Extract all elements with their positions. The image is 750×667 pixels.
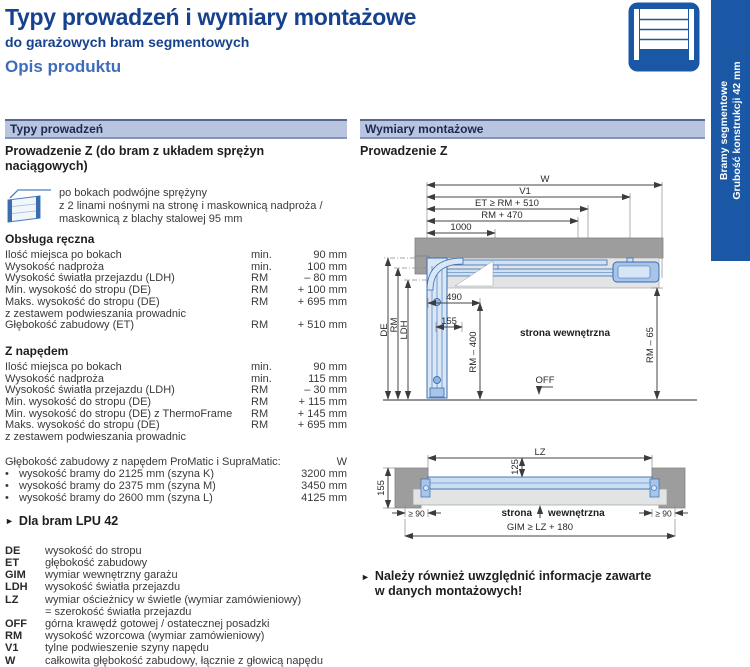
section-heading-opis-produktu: Opis produktu bbox=[5, 57, 122, 76]
spec-value: 100 mm bbox=[307, 260, 347, 273]
legend-desc: całkowita głębokość zabudowy, łącznie z głowicą napędu bbox=[45, 654, 324, 667]
spec-value: + 510 mm bbox=[297, 319, 347, 332]
roller-icon bbox=[434, 377, 441, 384]
legend-row bbox=[5, 630, 347, 642]
depth-header-row bbox=[5, 456, 347, 468]
intro-line3: maskownicą z blachy stalowej 95 mm bbox=[59, 213, 243, 225]
dim-label-rm470: RM + 470 bbox=[481, 210, 523, 221]
legend-abbr: ET bbox=[5, 557, 20, 570]
manual-spec-table bbox=[5, 250, 347, 332]
table-row bbox=[5, 432, 347, 444]
spec-label: Wysokość światła przejazdu (LDH) bbox=[5, 272, 175, 285]
legend-row bbox=[5, 581, 347, 593]
legend-abbr: V1 bbox=[5, 642, 19, 655]
spec-value bbox=[289, 432, 347, 444]
spec-label: Min. wysokość do stropu (DE) bbox=[5, 284, 152, 297]
dim-label-125: 125 bbox=[510, 459, 521, 475]
spec-ref: min. bbox=[251, 360, 272, 373]
depth-label: wysokość bramy do 2375 mm (szyna M) bbox=[19, 479, 216, 492]
section-bar-typy-prowadzen: Typy prowadzeń bbox=[5, 119, 347, 139]
dim-label-de: DE bbox=[379, 323, 390, 337]
legend-abbr: GIM bbox=[5, 569, 26, 582]
spec-value: 90 mm bbox=[313, 249, 347, 261]
dim-label-490: 490 bbox=[446, 292, 462, 303]
inside-label-1: strona bbox=[501, 508, 532, 519]
spec-ref: RM bbox=[251, 272, 269, 285]
triangle-bullet-icon: ► bbox=[5, 515, 14, 526]
mounting-diagram-side-section bbox=[375, 160, 705, 408]
bullet: • bbox=[5, 467, 9, 480]
note-line2: w danych montażowych! bbox=[374, 584, 523, 598]
off-label: OFF bbox=[535, 375, 555, 386]
bullet: • bbox=[5, 479, 9, 492]
depth-row bbox=[5, 492, 347, 504]
dim-label-rm65: RM – 65 bbox=[645, 327, 656, 363]
depth-unit: W bbox=[336, 455, 347, 468]
spec-label: Wysokość światła przejazdu (LDH) bbox=[5, 384, 175, 397]
table-row bbox=[5, 397, 347, 409]
spec-value: + 115 mm bbox=[298, 396, 347, 409]
dim-label-ldh: LDH bbox=[399, 320, 410, 340]
spec-label: Wysokość nadproża bbox=[5, 260, 104, 273]
legend-abbr: DE bbox=[5, 544, 21, 557]
legend-desc: wysokość do stropu bbox=[45, 544, 142, 557]
manual-section-title: Obsługa ręczna bbox=[5, 232, 95, 246]
spec-value: + 145 mm bbox=[297, 407, 347, 420]
legend-desc: głębokość zabudowy bbox=[45, 557, 148, 570]
inside-label: strona wewnętrzna bbox=[519, 328, 611, 339]
spec-label: Min. wysokość do stropu (DE) z ThermoFrame bbox=[5, 407, 233, 420]
dim-label-v1: V1 bbox=[519, 186, 531, 197]
legend-row bbox=[5, 618, 347, 630]
spec-value: + 695 mm bbox=[297, 295, 347, 308]
spec-value: + 100 mm bbox=[297, 284, 347, 297]
side-tab-bramy-segmentowe bbox=[711, 0, 750, 261]
spec-ref: min. bbox=[251, 260, 272, 273]
spec-value: + 695 mm bbox=[297, 419, 347, 432]
sectional-door-icon bbox=[628, 2, 700, 72]
dim-label-155-plan: 155 bbox=[376, 480, 387, 496]
depth-value: 3200 mm bbox=[301, 467, 347, 480]
bullet: • bbox=[5, 491, 9, 504]
legend-abbr: RM bbox=[5, 630, 23, 643]
inside-label-2: wewnętrzna bbox=[548, 508, 605, 519]
lpu-note bbox=[5, 514, 347, 528]
dim-label-et: ET ≥ RM + 510 bbox=[475, 198, 539, 209]
dim-label-1000: 1000 bbox=[450, 222, 472, 233]
legend-abbr: OFF bbox=[5, 618, 27, 631]
spec-ref: RM bbox=[251, 319, 269, 332]
spec-ref bbox=[251, 432, 289, 444]
legend-desc: tylne podwieszenie szyny napędu bbox=[45, 642, 209, 655]
dim-label-gim: GIM ≥ LZ + 180 bbox=[506, 522, 574, 533]
spec-ref: min. bbox=[251, 372, 272, 385]
note-line1: Należy również uwzględnić informacje zawarte bbox=[374, 569, 652, 583]
lpu-note-text: Dla bram LPU 42 bbox=[18, 513, 119, 528]
page-subtitle: do garażowych bram segmentowych bbox=[5, 34, 250, 50]
legend-row bbox=[5, 642, 347, 654]
powered-section-title: Z napędem bbox=[5, 343, 69, 358]
legend-desc-continuation: = szerokość światła przejazdu bbox=[45, 605, 192, 618]
right-subheading: Prowadzenie Z bbox=[360, 144, 448, 158]
dim-label-rm400: RM – 400 bbox=[468, 331, 479, 373]
legend-abbr: LZ bbox=[5, 593, 19, 606]
spec-ref: RM bbox=[251, 407, 269, 420]
right-column bbox=[360, 119, 705, 159]
dim-label-90-left: ≥ 90 bbox=[408, 508, 425, 519]
spec-label: Głębokość zabudowy (ET) bbox=[5, 319, 134, 332]
depth-value: 3450 mm bbox=[301, 479, 347, 492]
legend-desc: wysokość światła przejazdu bbox=[45, 581, 181, 594]
legend bbox=[5, 545, 347, 667]
spec-value: – 30 mm bbox=[304, 384, 347, 397]
spec-label: Wysokość nadproża bbox=[5, 372, 104, 385]
legend-desc: wymiar wewnętrzny garażu bbox=[45, 569, 178, 582]
spec-label: z zestawem podwieszania prowadnic bbox=[5, 431, 186, 444]
spec-label: Maks. wysokość do stropu (DE) bbox=[5, 295, 160, 308]
legend-desc: górna krawędź gotowej / ostatecznej posadzki bbox=[45, 618, 270, 631]
spec-label: Ilość miejsca po bokach bbox=[5, 360, 122, 373]
depth-value: 4125 mm bbox=[301, 491, 347, 504]
spec-value: – 80 mm bbox=[304, 272, 347, 285]
side-tab-line2: Grubość konstrukcji 42 mm bbox=[730, 61, 743, 200]
depth-title: Głębokość zabudowy z napędem ProMatic i SupraMatic: bbox=[5, 455, 281, 468]
door-panel-sketch-icon bbox=[5, 185, 51, 225]
table-row bbox=[5, 362, 347, 374]
mounting-diagram-plan-section bbox=[375, 443, 705, 545]
intro-line2: z 2 linami nośnymi na stronę i maskownicą nadproża / bbox=[59, 200, 323, 212]
section-bar-wymiary-montazowe: Wymiary montażowe bbox=[360, 119, 705, 139]
spec-ref: RM bbox=[251, 419, 269, 432]
spec-ref: RM bbox=[251, 384, 269, 397]
legend-abbr: W bbox=[5, 654, 16, 667]
spec-ref: RM bbox=[251, 284, 269, 297]
dim-label-rm: RM bbox=[389, 317, 400, 333]
legend-row bbox=[5, 545, 347, 557]
spec-value: 115 mm bbox=[308, 372, 347, 385]
legend-row bbox=[5, 569, 347, 581]
page-title: Typy prowadzeń i wymiary montażowe bbox=[5, 4, 417, 30]
door-panel-plan bbox=[413, 477, 667, 505]
dim-label-155: 155 bbox=[441, 316, 457, 327]
depth-row bbox=[5, 468, 347, 480]
spec-ref: min. bbox=[251, 249, 272, 261]
spec-label: Ilość miejsca po bokach bbox=[5, 249, 122, 261]
spec-label: Maks. wysokość do stropu (DE) bbox=[5, 419, 160, 432]
spec-value: 90 mm bbox=[313, 360, 347, 373]
triangle-bullet-icon: ► bbox=[361, 572, 370, 582]
depth-label: wysokość bramy do 2125 mm (szyna K) bbox=[19, 467, 215, 480]
depth-label: wysokość bramy do 2600 mm (szyna L) bbox=[19, 491, 213, 504]
table-row bbox=[5, 297, 347, 309]
intro-line1: po bokach podwójne sprężyny bbox=[59, 187, 207, 199]
legend-desc: wysokość wzorcowa (wymiar zamówieniowy) bbox=[45, 630, 265, 643]
left-subheading: Prowadzenie Z (do bram z układem sprężyn naciągowych) bbox=[5, 144, 265, 173]
spec-label: Min. wysokość do stropu (DE) bbox=[5, 396, 152, 409]
legend-row bbox=[5, 655, 347, 667]
intro-block bbox=[5, 185, 347, 229]
roller-icon bbox=[434, 299, 441, 306]
dim-label-lz: LZ bbox=[534, 447, 546, 458]
depth-row bbox=[5, 480, 347, 492]
dim-label-w: W bbox=[540, 174, 550, 185]
powered-spec-table bbox=[5, 362, 347, 444]
table-row bbox=[5, 250, 347, 262]
table-row bbox=[5, 320, 347, 332]
depth-section bbox=[5, 456, 347, 504]
left-column bbox=[5, 119, 347, 667]
legend-row bbox=[5, 594, 347, 606]
legend-desc: wymiar ościeżnicy w świetle (wymiar zamówieniowy) bbox=[45, 593, 302, 606]
spec-label: z zestawem podwieszania prowadnic bbox=[5, 307, 186, 320]
spec-ref: RM bbox=[251, 295, 269, 308]
side-tab-line1: Bramy segmentowe bbox=[717, 80, 730, 181]
mounting-note bbox=[361, 569, 696, 599]
spec-ref: RM bbox=[251, 396, 269, 409]
legend-row bbox=[5, 557, 347, 569]
legend-abbr: LDH bbox=[5, 581, 28, 594]
dim-label-90-right: ≥ 90 bbox=[655, 508, 672, 519]
